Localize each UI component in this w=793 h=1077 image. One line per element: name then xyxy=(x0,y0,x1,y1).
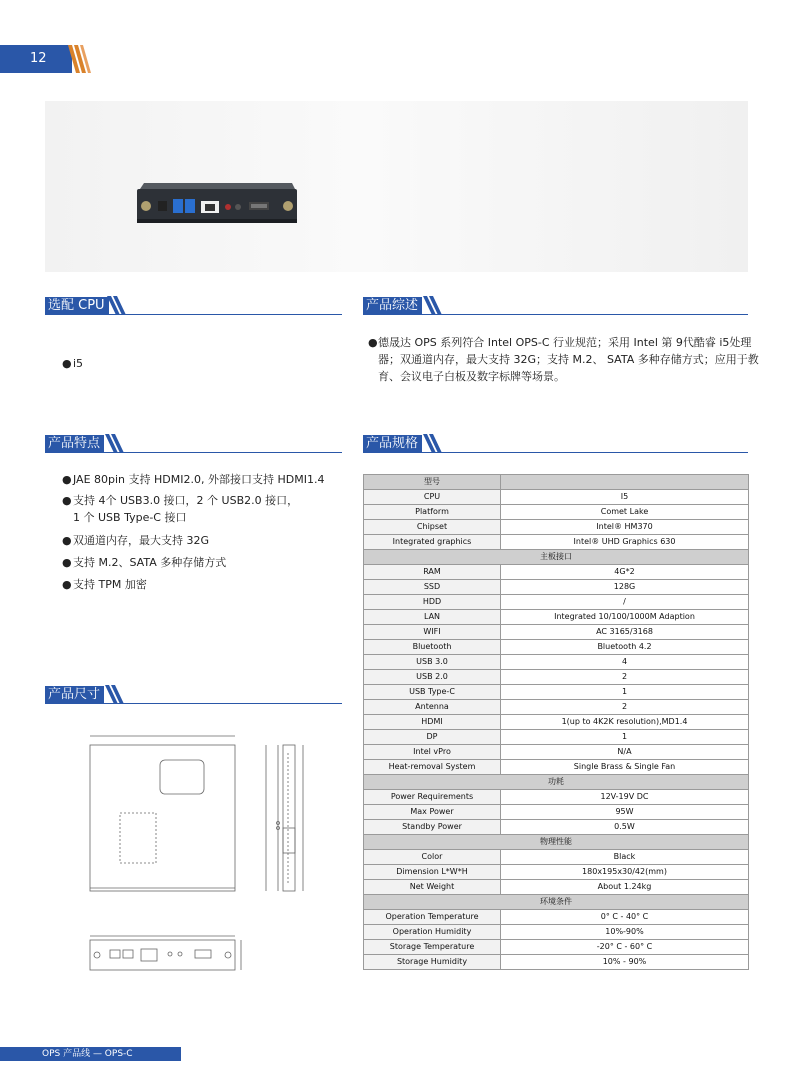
spec-value: I5 xyxy=(501,490,749,505)
section-header-size xyxy=(45,686,342,704)
spec-value: Bluetooth 4.2 xyxy=(501,640,749,655)
spec-key: Power Requirements xyxy=(364,790,501,805)
spec-value: Single Brass & Single Fan xyxy=(501,760,749,775)
product-hero-image xyxy=(45,101,748,272)
spec-row xyxy=(364,865,749,880)
spec-key: USB 2.0 xyxy=(364,670,501,685)
spec-value: 4 xyxy=(501,655,749,670)
spec-row xyxy=(364,535,749,550)
spec-value: 0° C - 40° C xyxy=(501,910,749,925)
section-header-cpu xyxy=(45,297,342,315)
spec-key: Storage Temperature xyxy=(364,940,501,955)
spec-value: Intel® UHD Graphics 630 xyxy=(501,535,749,550)
spec-header-row xyxy=(364,475,749,490)
spec-value: N/A xyxy=(501,745,749,760)
spec-key: RAM xyxy=(364,565,501,580)
spec-value: 1 xyxy=(501,685,749,700)
page-number-tab xyxy=(0,45,72,73)
spec-value: Black xyxy=(501,850,749,865)
spec-row xyxy=(364,850,749,865)
section-title-features: 产品特点 xyxy=(45,435,104,453)
spec-value: About 1.24kg xyxy=(501,880,749,895)
spec-key: Net Weight xyxy=(364,880,501,895)
footer-bar xyxy=(0,1047,181,1061)
spec-group-row xyxy=(364,835,749,850)
spec-key: Antenna xyxy=(364,700,501,715)
spec-row xyxy=(364,580,749,595)
spec-row xyxy=(364,640,749,655)
spec-value: AC 3165/3168 xyxy=(501,625,749,640)
spec-key: USB 3.0 xyxy=(364,655,501,670)
double-slash-icon xyxy=(107,296,129,316)
spec-row xyxy=(364,655,749,670)
spec-key: Platform xyxy=(364,505,501,520)
spec-row xyxy=(364,730,749,745)
spec-table xyxy=(363,474,749,970)
spec-row xyxy=(364,625,749,640)
overview-line: 器；双通道内存，最大支持 32G；支持 M.2、 SATA 多种存储方式；应用于教 xyxy=(378,353,759,366)
orange-stripes-icon xyxy=(68,45,92,73)
spec-group-label: 环境条件 xyxy=(364,895,749,910)
spec-value: Integrated 10/100/1000M Adaption xyxy=(501,610,749,625)
spec-key: Bluetooth xyxy=(364,640,501,655)
section-header-specs xyxy=(363,435,748,453)
spec-value: 2 xyxy=(501,700,749,715)
section-header-overview xyxy=(363,297,748,315)
spec-key: Operation Temperature xyxy=(364,910,501,925)
double-slash-icon xyxy=(105,434,127,454)
spec-value: -20° C - 60° C xyxy=(501,940,749,955)
spec-value: 1 xyxy=(501,730,749,745)
spec-key: LAN xyxy=(364,610,501,625)
spec-row xyxy=(364,520,749,535)
section-title-specs: 产品规格 xyxy=(363,435,422,453)
spec-key: Chipset xyxy=(364,520,501,535)
spec-value: 12V-19V DC xyxy=(501,790,749,805)
spec-row xyxy=(364,490,749,505)
spec-row xyxy=(364,940,749,955)
spec-value: 180x195x30/42(mm) xyxy=(501,865,749,880)
spec-header-cell: 型号 xyxy=(364,475,501,490)
footer-text: OPS 产品线 — OPS-C xyxy=(42,1049,133,1059)
spec-row xyxy=(364,565,749,580)
spec-row xyxy=(364,880,749,895)
spec-group-row xyxy=(364,550,749,565)
section-title-overview: 产品综述 xyxy=(363,297,422,315)
spec-key: SSD xyxy=(364,580,501,595)
spec-value: 10% - 90% xyxy=(501,955,749,970)
spec-row xyxy=(364,715,749,730)
spec-row xyxy=(364,505,749,520)
overview-line: 育、会议电子白板及数字标牌等场景。 xyxy=(378,370,565,383)
spec-row xyxy=(364,700,749,715)
spec-value: 1(up to 4K2K resolution),MD1.4 xyxy=(501,715,749,730)
spec-row xyxy=(364,670,749,685)
overview-line: 德晟达 OPS 系列符合 Intel OPS-C 行业规范；采用 Intel 第 9代酷睿 i5处理 xyxy=(378,336,752,349)
spec-key: DP xyxy=(364,730,501,745)
spec-key: USB Type-C xyxy=(364,685,501,700)
spec-value: 10%-90% xyxy=(501,925,749,940)
spec-group-row xyxy=(364,775,749,790)
spec-key: Max Power xyxy=(364,805,501,820)
spec-row xyxy=(364,610,749,625)
spec-key: Heat-removal System xyxy=(364,760,501,775)
spec-key: HDMI xyxy=(364,715,501,730)
dimension-drawings xyxy=(85,728,330,978)
spec-group-row xyxy=(364,895,749,910)
spec-group-label: 物理性能 xyxy=(364,835,749,850)
spec-key: Standby Power xyxy=(364,820,501,835)
spec-key: Color xyxy=(364,850,501,865)
spec-group-label: 功耗 xyxy=(364,775,749,790)
spec-key: Integrated graphics xyxy=(364,535,501,550)
spec-row xyxy=(364,820,749,835)
spec-row xyxy=(364,925,749,940)
spec-value: / xyxy=(501,595,749,610)
double-slash-icon xyxy=(105,685,127,705)
spec-row xyxy=(364,745,749,760)
spec-row xyxy=(364,595,749,610)
spec-row xyxy=(364,685,749,700)
ops-box-illustration xyxy=(45,101,748,272)
section-header-features xyxy=(45,435,342,453)
spec-value: 4G*2 xyxy=(501,565,749,580)
spec-value: 2 xyxy=(501,670,749,685)
spec-value: Comet Lake xyxy=(501,505,749,520)
spec-group-label: 主板接口 xyxy=(364,550,749,565)
spec-value: 128G xyxy=(501,580,749,595)
spec-key: Operation Humidity xyxy=(364,925,501,940)
page-number: 12 xyxy=(30,51,47,66)
spec-key: Dimension L*W*H xyxy=(364,865,501,880)
spec-key: WIFI xyxy=(364,625,501,640)
spec-key: Storage Humidity xyxy=(364,955,501,970)
spec-value: 0.5W xyxy=(501,820,749,835)
spec-row xyxy=(364,955,749,970)
spec-value: Intel® HM370 xyxy=(501,520,749,535)
spec-key: HDD xyxy=(364,595,501,610)
double-slash-icon xyxy=(423,434,445,454)
spec-header-empty xyxy=(501,475,749,490)
spec-row xyxy=(364,805,749,820)
spec-key: Intel vPro xyxy=(364,745,501,760)
section-title-cpu: 选配 CPU xyxy=(45,297,109,315)
spec-row xyxy=(364,790,749,805)
spec-key: CPU xyxy=(364,490,501,505)
spec-value: 95W xyxy=(501,805,749,820)
spec-row xyxy=(364,760,749,775)
overview-paragraph: ● 德晟达 OPS 系列符合 Intel OPS-C 行业规范；采用 Intel 第 9代酷睿 i5处理 器；双通道内存，最大支持 32G；支持 M.2、 SATA 多种存储方式；应用于教 育、会议电子白板及数字标牌等场景。 xyxy=(368,336,759,383)
double-slash-icon xyxy=(423,296,445,316)
spec-row xyxy=(364,910,749,925)
section-title-size: 产品尺寸 xyxy=(45,686,104,704)
